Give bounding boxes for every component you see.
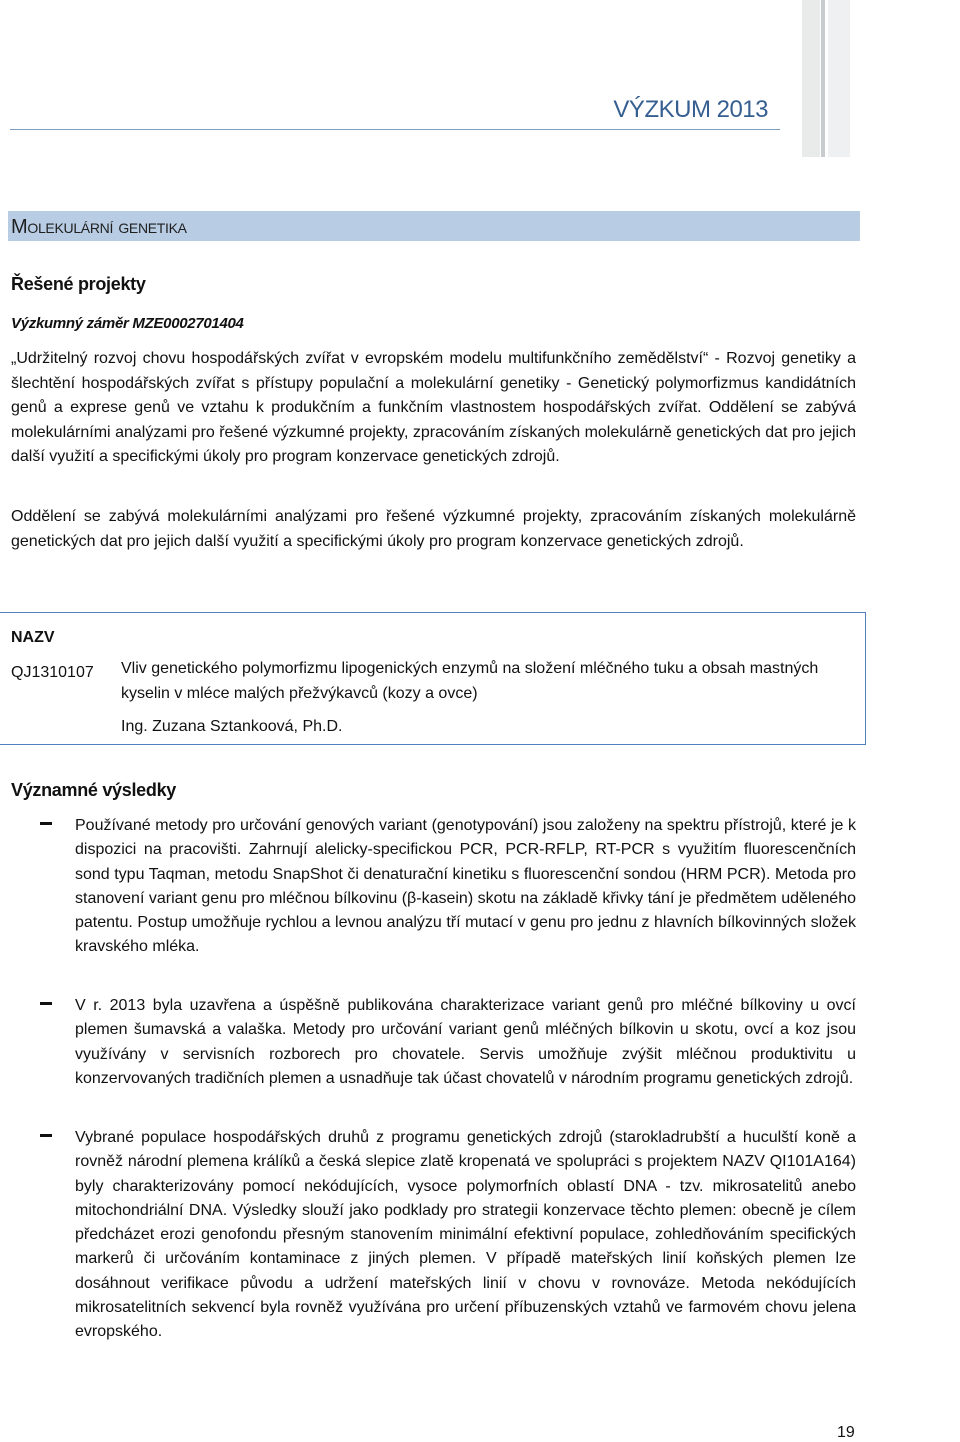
project-investigator: Ing. Zuzana Sztankoová, Ph.D. (121, 718, 343, 735)
project-code: QJ1310107 (11, 664, 94, 681)
bullet-dash (40, 1134, 52, 1137)
result-item: Používané metody pro určování genových variant (genotypování) jsou založeny na spektru přístrojů, které je k dispozici na pracovišti. Zahrnují alelicky-specifickou PCR, PCR-RFLP, RT-PCR s využitím fluorescenčních sond typu Taqman, metodu SnapShot či denaturační kinetiku s fluorescenční sondou (HRM PCR). Metoda pro stanovení variant genu pro mléčnou bílkovinu (β-kasein) skotu na základě křivky tání je předmětem uděleného patentu. Postup umožňuje rychlou a levnou analýzu tří mutací v genu pro jednu z hlavních bílkovinných složek kravského mléka. (75, 817, 856, 956)
intent-paragraph: „Udržitelný rozvoj chovu hospodářských zvířat v evropském modelu multifunkčního zemědělství“ - Rozvoj genetiky a šlechtění hospodářských zvířat s přístupy populační a molekulární genetiky - Genetický polymorfizmus kandidátních genů a exprese genů ve vztahu k produkčním a funkčním vlastnostem hospodářských zvířat. Oddělení se zabývá molekulárními analýzami pro řešené výzkumné projekty, zpracováním získaných molekulárně genetických dat pro jejich další využití a specifickými úkoly pro program konzervace genetických zdrojů. (11, 350, 856, 465)
project-agency: NAZV (11, 629, 55, 646)
header-decoration-bar (802, 0, 820, 157)
result-item: V r. 2013 byla uzavřena a úspěšně publikována charakterizace variant genů pro mléčné bílkoviny u ovcí plemen šumavská a valaška. Metody pro určování variant genů mléčných bílkovin u skotu, ovcí a koz jsou využívány v servisních rozborech pro chovatele. Servis umožňuje zvýšit mléčnou produktivitu u konzervovaných tradičních plemen a usnadňuje tak účast chovatelů v národním programu genetických zdrojů. (75, 997, 856, 1087)
header-decoration-bar (821, 0, 825, 157)
header-rule (10, 129, 780, 130)
bullet-dash (40, 822, 52, 825)
page-number: 19 (837, 1424, 855, 1441)
project-title: Vliv genetického polymorfizmu lipogenických enzymů na složení mléčného tuku a obsah mastných kyselin v mléce malých přežvýkavců (kozy a ovce) (121, 660, 819, 702)
solved-projects-heading: Řešené projekty (11, 274, 146, 294)
header-decoration-bar (828, 0, 850, 157)
department-paragraph: Oddělení se zabývá molekulárními analýzami pro řešené výzkumné projekty, zpracováním získaných molekulárně genetických dat pro jejich další využití a specifickými úkoly pro program konzervace genetických zdrojů. (11, 508, 856, 550)
running-header-title: VÝZKUM 2013 (613, 96, 768, 123)
results-heading: Významné výsledky (11, 780, 176, 800)
bullet-dash (40, 1002, 52, 1005)
research-intent-heading: Výzkumný záměr MZE0002701404 (11, 315, 244, 332)
result-item: Vybrané populace hospodářských druhů z programu genetických zdrojů (starokladrubští a huculští koně a rovněž národní plemena králíků a česká slepice zlatě kropenatá ve spolupráci s projektem NAZV QI101A164) byly charakterizovány pomocí nekódujících, vysoce polymorfních oblastí DNA - tzv. mikrosatelitů anebo mitochondriální DNA. Výsledky slouží jako podklady pro strategii konzervace těchto plemen: obecně je cílem předcházet erozi genofondu přesným stanovením minimální efektivní populace, zohledňováním specifických markerů či určováním kontaminace z jiných plemen. V případě mateřských linií koňských plemen lze dosáhnout verifikace původu a udržení mateřských linií v chovu v rovnováze. Metoda nekódujících mikrosatelitních sekvencí byla rovněž využívána pro určení příbuzenských vztahů ve farmovém chovu jelena evropského. (75, 1129, 856, 1341)
section-title: Molekulární genetika (11, 216, 187, 238)
